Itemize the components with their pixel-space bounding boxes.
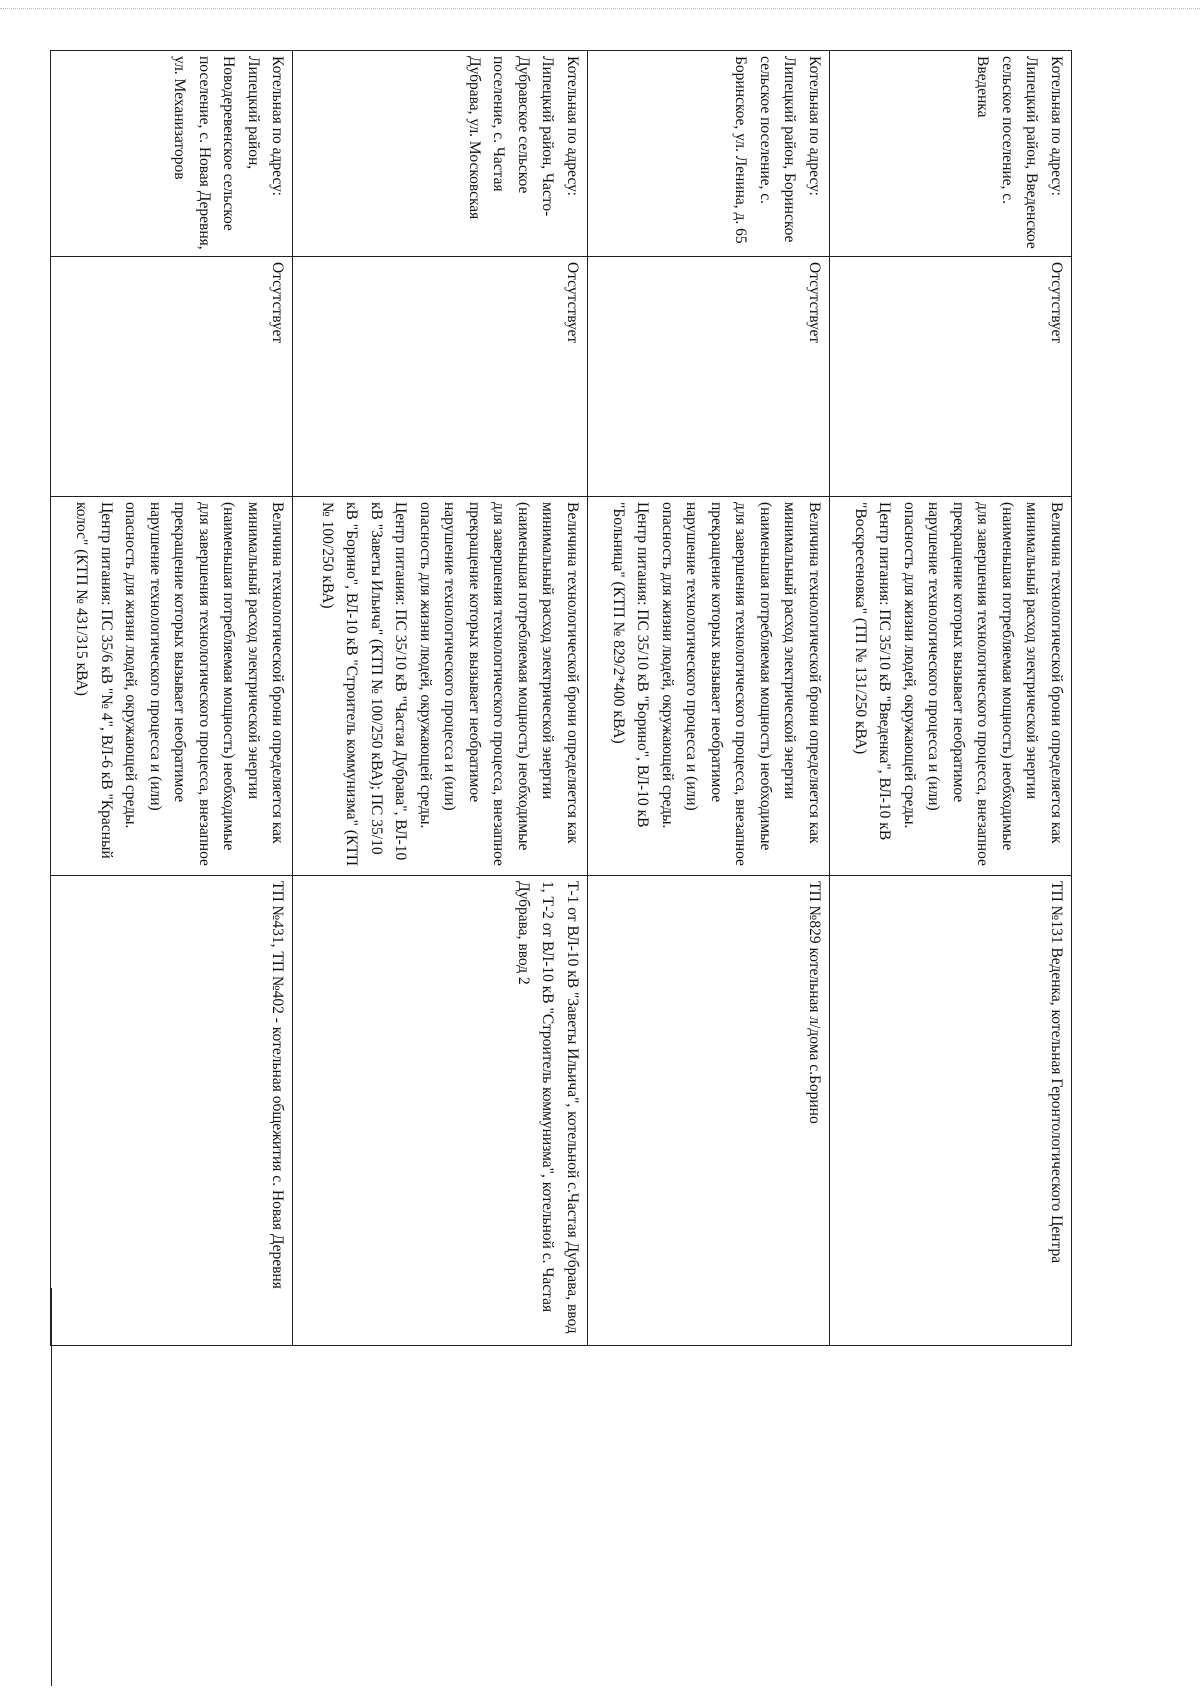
objects-cell: ТП №431, ТП №402 - котельная общежития с. Новая Деревня [51,876,293,1346]
signature-lines [0,1288,52,1686]
objects-cell: Т-1 от ВЛ-10 кВ "Заветы Ильича", котельной с.Частая Дубрава, ввод 1, Т-2 от ВЛ-10 кВ "Строитель коммунизма", котельной с. Частая Дубрава, ввод 2 [293,876,587,1346]
availability-cell: Отсутствует [587,257,829,497]
description-cell: Величина технологической брони определяется как минимальный расход электрической энергии (наименьшая потребляемая мощность) необходимые для завершения технологического процесса, внезапное прекращение которых вызывает необратимое нарушение технологического процесса и (или) опасность для жизни людей, окружающей среды. Центр питания: ПС 35/6 кВ "№ 4", ВЛ-6 кВ "Красный колос" (КТП № 431/315 кВА) [51,497,293,876]
table-row [51,51,293,1346]
rotated-table-container [50,50,1072,1345]
availability-cell: Отсутствует [51,257,293,497]
description-cell: Величина технологической брони определяется как минимальный расход электрической энергии (наименьшая потребляемая мощность) необходимые для завершения технологического процесса, внезапное прекращение которых вызывает необратимое нарушение технологического процесса и (или) опасность для жизни людей, окружающей среды. Центр питания: ПС 35/10 кВ "Частая Дубрава", ВЛ-10 кВ "Заветы Ильича" (КТП № 100/250 кВА); ПС 35/10 кВ "Борино", ВЛ-10 кВ "Строитель коммунизма" (КТП № 100/250 кВА) [293,497,587,876]
availability-cell: Отсутствует [829,257,1071,497]
objects-cell: ТП №829 котельная л/дома с.Борино [587,876,829,1346]
address-cell: Котельная по адресу: Липецкий район, Часто-Дубравское сельское поселение, с. Частая Дубрава, ул. Московская [293,51,587,257]
address-cell: Котельная по адресу: Липецкий район, Боринское сельское поселение, с. Боринское, ул. Ленина, д. 65 [587,51,829,257]
boiler-power-table [50,50,1072,1346]
objects-cell: ТП №131 Веденка, котельная Геронтологического Центра [829,876,1071,1346]
address-cell: Котельная по адресу: Липецкий район, Новодеревенское сельское поселение, с. Новая Деревня, ул. Механизаторов [51,51,293,257]
table-row [829,51,1071,1346]
scan-edge-line [0,8,1200,9]
signature-line [51,1288,52,1686]
table-row [587,51,829,1346]
address-cell: Котельная по адресу: Липецкий район, Введенское сельское поселение, с. Введенка [829,51,1071,257]
availability-cell: Отсутствует [293,257,587,497]
table-row [293,51,587,1346]
description-cell: Величина технологической брони определяется как минимальный расход электрической энергии (наименьшая потребляемая мощность) необходимые для завершения технологического процесса, внезапное прекращение которых вызывает необратимое нарушение технологического процесса и (или) опасность для жизни людей, окружающей среды. Центр питания: ПС 35/10 кВ "Введенка", ВЛ-10 кВ "Воскресеновка" (ТП № 131/250 кВА) [829,497,1071,876]
description-cell: Величина технологической брони определяется как минимальный расход электрической энергии (наименьшая потребляемая мощность) необходимые для завершения технологического процесса, внезапное прекращение которых вызывает необратимое нарушение технологического процесса и (или) опасность для жизни людей, окружающей среды. Центр питания: ПС 35/10 кВ "Борино", ВЛ-10 кВ "Больница" (КТП № 829/2*400 кВА) [587,497,829,876]
